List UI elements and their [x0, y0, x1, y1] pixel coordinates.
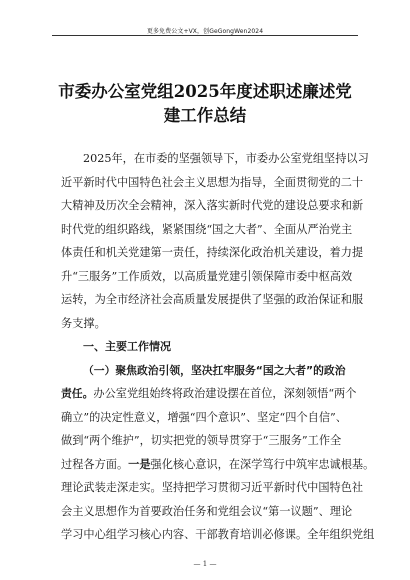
paragraph-line: 做到“两个维护”，切实把党的领导贯穿于“三服务”工作全	[61, 434, 342, 447]
intro-line: 体责任和机关党建第一责任，持续深化政治机关建设，着力提	[61, 246, 364, 259]
title-line-2: 建工作总结	[163, 106, 247, 125]
subsection-heading-tail: 责任。	[61, 387, 94, 400]
paragraph-text: 过程各方面。	[61, 457, 129, 471]
paragraph-text: 办公室党组始终将政治建设摆在首位，深刻领悟“两个	[93, 387, 357, 400]
intro-line: 务支撑。	[61, 316, 106, 330]
subsection-heading-continuation	[61, 382, 361, 406]
document-body	[61, 147, 375, 547]
document-title	[52, 80, 358, 128]
intro-line: 运转，为全市经济社会高质量发展提供了坚强的政治保证和服	[61, 293, 364, 306]
section-heading: 一、主要工作情况	[83, 340, 171, 353]
page-number: — 1 —	[193, 560, 217, 568]
title-line-1: 市委办公室党组2025年度述职述廉述党	[58, 82, 352, 101]
paragraph-line: 确立”的决定性意义，增强“四个意识”、坚定“四个自信”、	[61, 410, 347, 424]
paragraph-line: 学习中心组学习核心内容、干部教育培训必修课。全年组织党组	[61, 528, 375, 541]
paragraph-line: 理论武装走深走实。坚持把学习贯彻习近平新时代中国特色社	[61, 481, 364, 494]
intro-line: 大精神及历次全会精神，深入落实新时代党的建设总要求和新	[61, 199, 364, 212]
page-header-text: 更多免费公文+VX，创GeGongWen2024	[146, 28, 264, 35]
paragraph-line-mixed	[61, 453, 375, 477]
header-divider	[52, 35, 358, 36]
intro-line: 近平新时代中国特色社会主义思想为指导，全面贯彻党的二十	[61, 175, 364, 189]
intro-line: 升“三服务”工作质效，以高质量党建引领保障市委中枢高效	[61, 269, 353, 283]
intro-line: 时代党的组织路线，紧紧围绕“国之大者”、全面从严治党主	[61, 222, 353, 236]
subsection-heading: （一）聚焦政治引领，坚决扛牢服务“国之大者”的政治	[83, 363, 346, 377]
intro-line: 2025年，在市委的坚强领导下，市委办公室党组坚持以习	[83, 152, 369, 165]
emphasis-marker: 一是	[128, 456, 151, 471]
paragraph-line: 会主义思想作为首要政治任务和党组会议“第一议题”、理论	[61, 504, 353, 518]
paragraph-text: 强化核心意识，在深学笃行中筑牢忠诚根基。	[150, 457, 375, 471]
